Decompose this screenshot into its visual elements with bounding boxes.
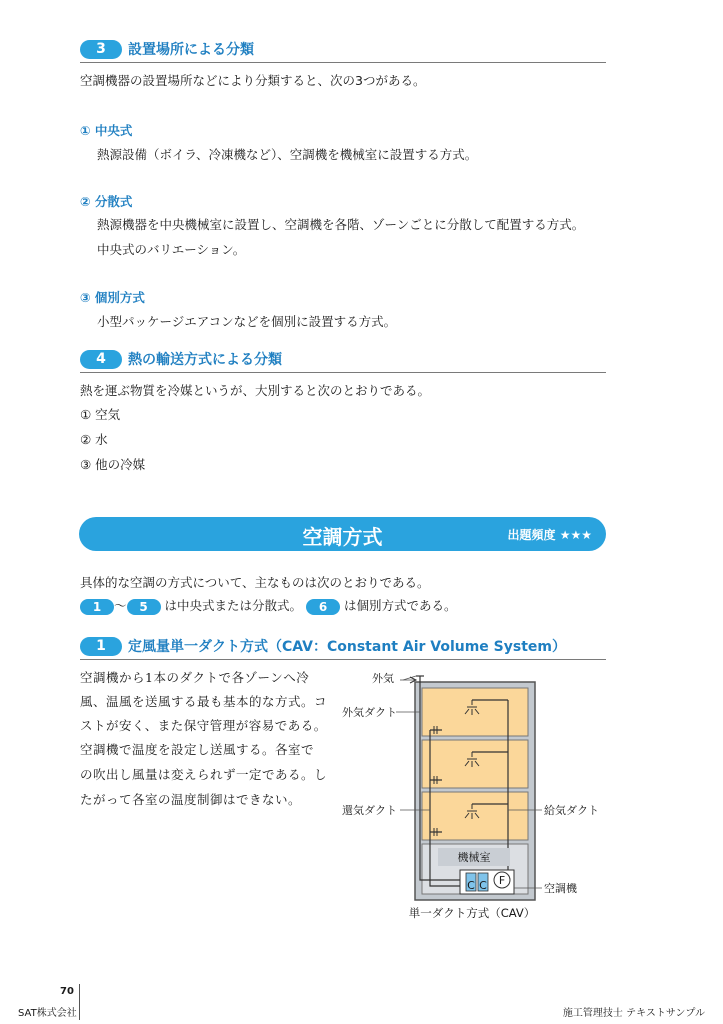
chapter-banner — [79, 517, 606, 551]
label-ahu: 空調機 — [544, 882, 577, 895]
cav-text-2: 風、温風を送風する最も基本的な方式。コ — [80, 694, 328, 709]
room-floor-3 — [422, 688, 528, 736]
cav-text-6: たがって各室の温度制御はできない。 — [80, 792, 302, 807]
label-oa-duct: 外気ダクト — [342, 706, 397, 719]
aircon-summary-line — [80, 596, 457, 615]
cav-number: 1 — [80, 637, 122, 656]
item-individual-heading: ③ 個別方式 — [80, 290, 145, 305]
label-supply-duct: 給気ダクト — [544, 804, 599, 817]
section-4-title: 熱の輸送方式による分類 — [128, 352, 282, 368]
item-individual-text: 小型パッケージエアコンなどを個別に設置する方式。 — [97, 314, 397, 329]
section-3-number: 3 — [80, 40, 122, 59]
summary-individual-text: は個別方式である。 — [343, 598, 457, 613]
cav-header — [80, 637, 606, 660]
item-distributed-heading: ② 分散式 — [80, 194, 133, 209]
exam-frequency: 出題頻度 ★★★ — [507, 528, 592, 542]
fan-label: F — [498, 874, 506, 887]
ref-pill-6: 6 — [306, 599, 340, 615]
label-return-duct: 還気ダクト — [342, 804, 397, 817]
section-4-number: 4 — [80, 350, 122, 369]
coil-label-2: C — [479, 879, 487, 892]
machine-room-label: 機械室 — [457, 851, 491, 864]
room-floor-2 — [422, 740, 528, 788]
footer-divider — [79, 984, 80, 1020]
company-name: SAT株式会社 — [18, 1008, 77, 1019]
book-title: 施工管理技士 テキストサンプル — [562, 1008, 705, 1019]
section-4-header — [80, 350, 606, 373]
item-central-heading: ① 中央式 — [80, 123, 133, 138]
cav-text-4: 空調機で温度を設定し送風する。各室で — [80, 742, 315, 757]
section-3-header — [80, 40, 606, 63]
list-item-water: ② 水 — [80, 432, 108, 447]
list-item-refrigerant: ③ 他の冷媒 — [80, 457, 146, 472]
tilde: ～ — [114, 598, 127, 613]
cav-title: 定風量単一ダクト方式（CAV：Constant Air Volume System） — [128, 639, 566, 655]
diagram-caption: 単一ダクト方式（CAV） — [408, 906, 536, 920]
aircon-intro: 具体的な空調の方式について、主なものは次のとおりである。 — [80, 575, 430, 590]
section-3-intro: 空調機器の設置場所などにより分類すると、次の3つがある。 — [80, 73, 426, 88]
item-central-text: 熱源設備（ボイラ、冷凍機など）、空調機を機械室に設置する方式。 — [97, 147, 478, 162]
cav-text-1: 空調機から1本のダクトで各ゾーンへ冷 — [80, 670, 310, 685]
list-item-air: ① 空気 — [80, 407, 121, 422]
cav-text-5: の吹出し風量は変えられず一定である。し — [80, 767, 328, 782]
chapter-title: 空調方式 — [302, 525, 383, 549]
label-outside-air: 外気 — [372, 672, 394, 685]
page-number: 70 — [60, 986, 74, 997]
item-distributed-text-2: 中央式のバリエーション。 — [97, 242, 246, 257]
item-distributed-text-1: 熱源機器を中央機械室に設置し、空調機を各階、ゾーンごとに分散して配置する方式。 — [97, 217, 585, 232]
cav-diagram — [330, 660, 620, 930]
summary-central-text: は中央式または分散式。 — [164, 598, 303, 613]
room-floor-1 — [422, 792, 528, 840]
section-4-intro: 熱を運ぶ物質を冷媒というが、大別すると次のとおりである。 — [80, 383, 431, 398]
cav-text-3: ストが安く、また保守管理が容易である。 — [80, 718, 327, 733]
ref-pill-1: 1 — [80, 599, 114, 615]
coil-label-1: C — [467, 879, 475, 892]
ref-pill-5: 5 — [127, 599, 161, 615]
section-3-title: 設置場所による分類 — [128, 42, 254, 58]
